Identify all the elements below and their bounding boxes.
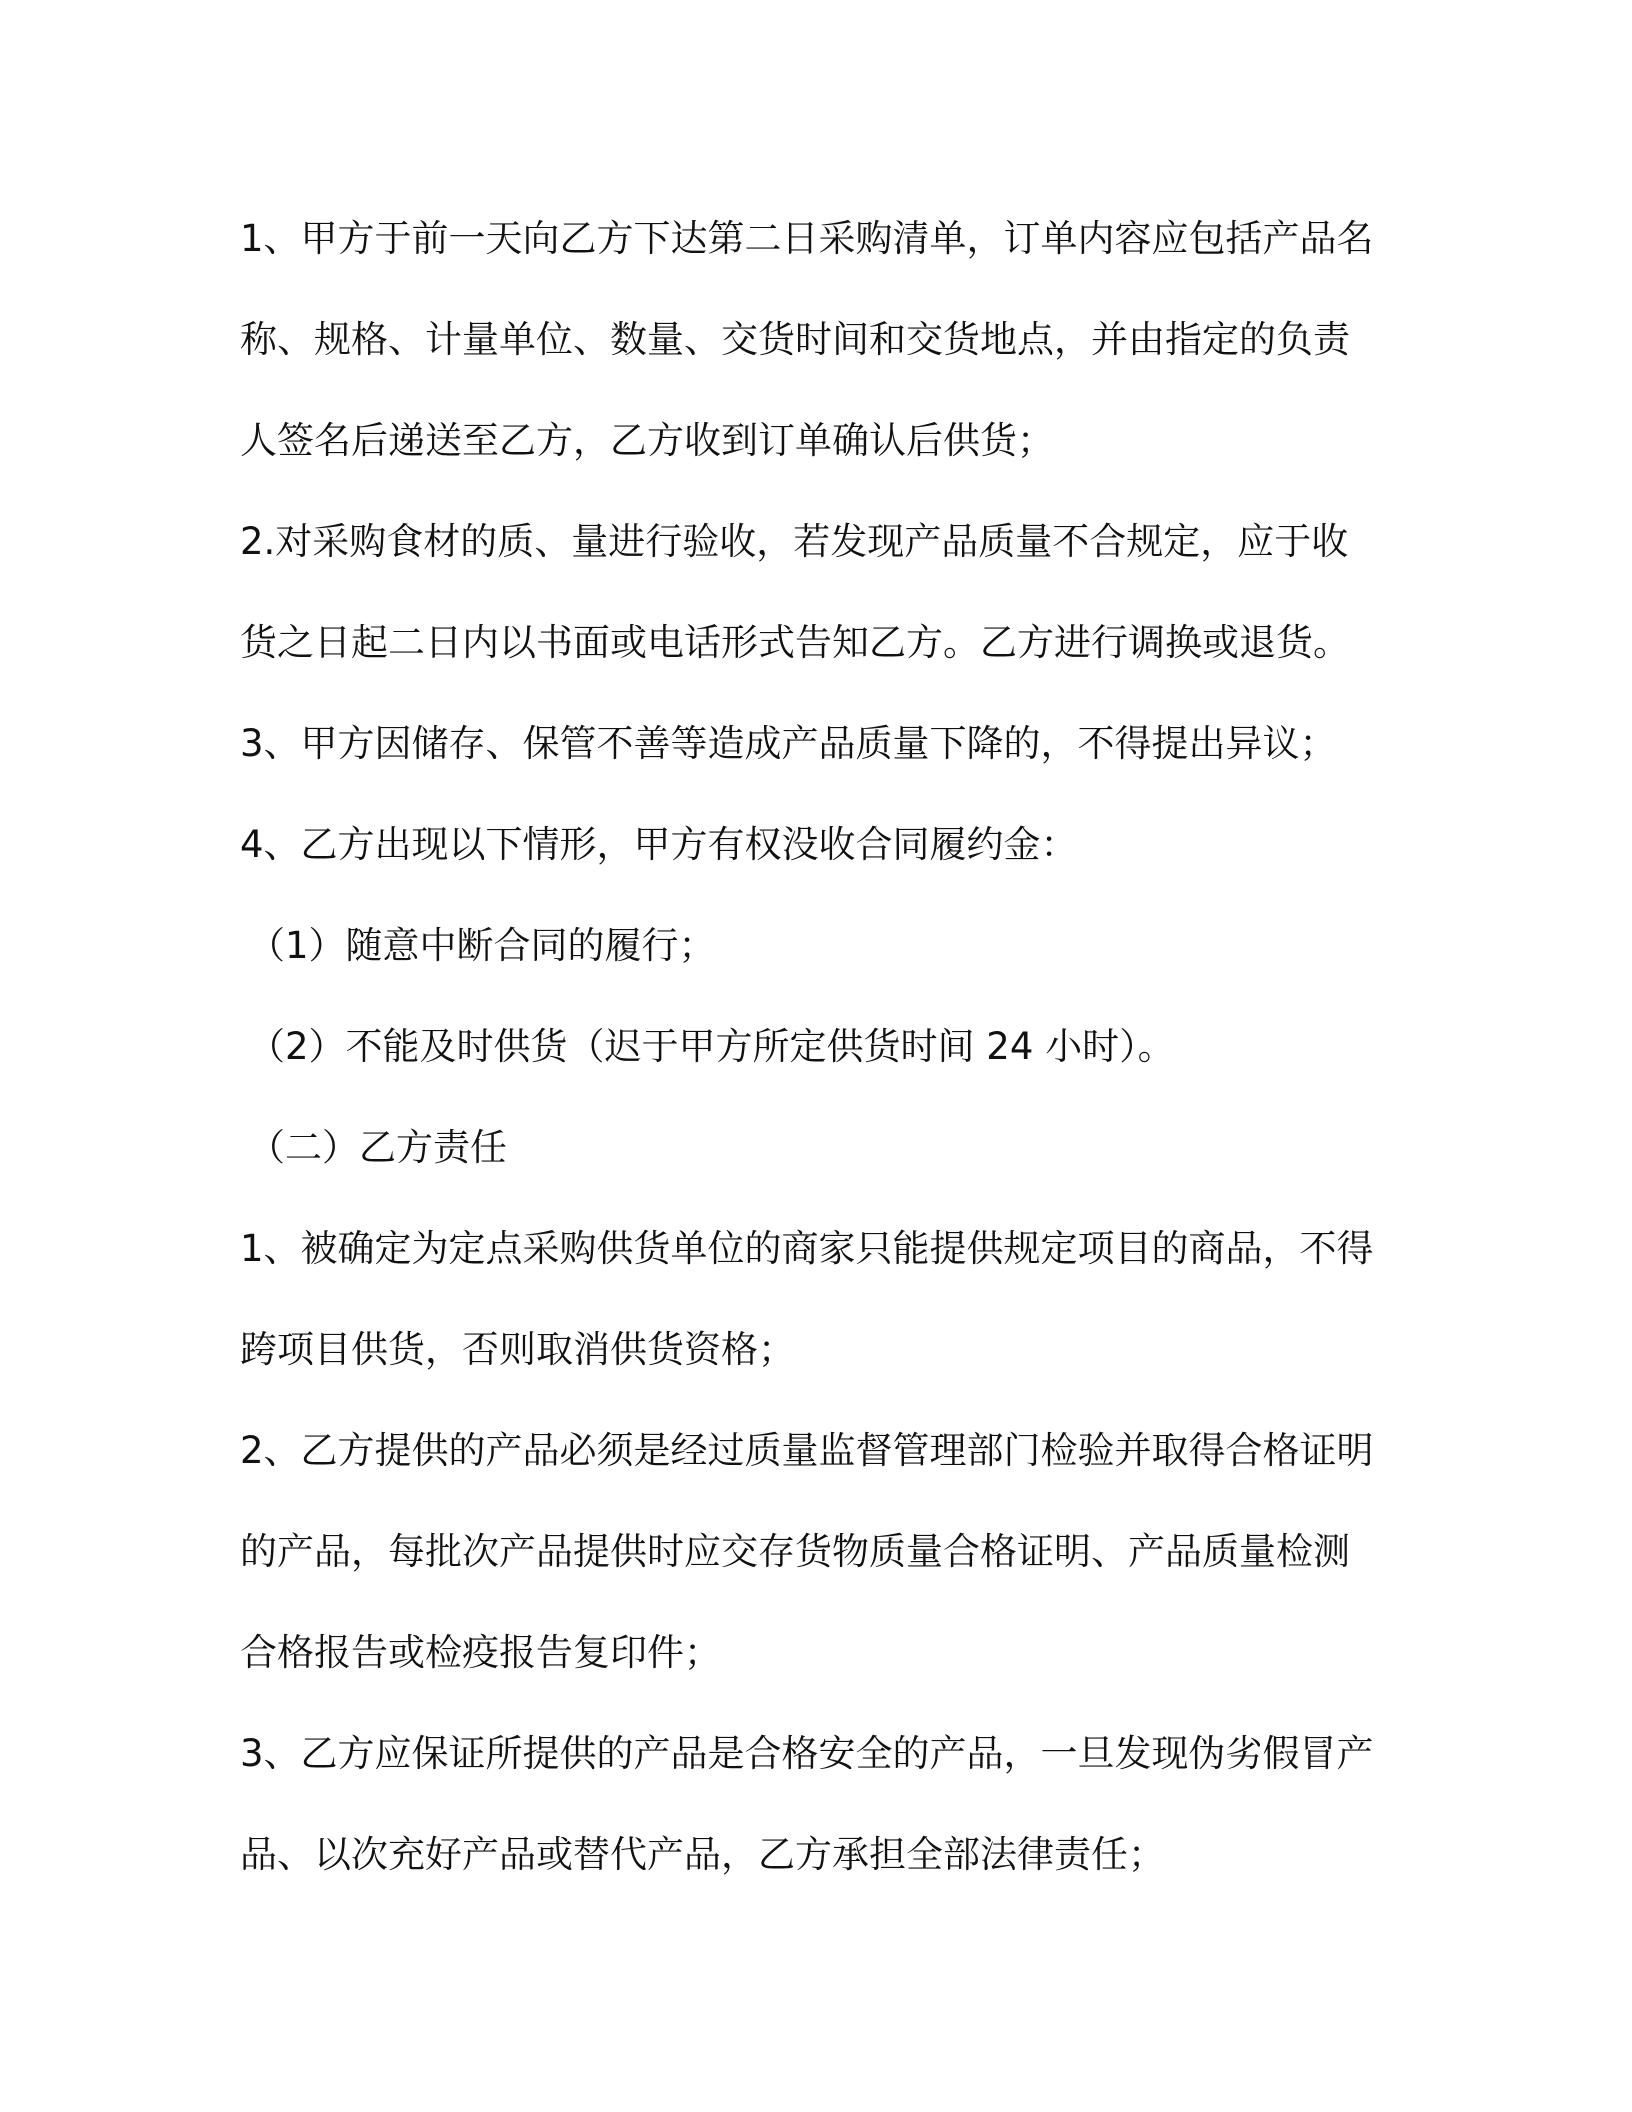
text-line: 2.对采购食材的质、量进行验收，若发现产品质量不合规定，应于收 <box>240 520 1349 563</box>
text-line: 的产品，每批次产品提供时应交存货物质量合格证明、产品质量检测 <box>240 1530 1350 1573</box>
text-line: （1）随意中断合同的履行； <box>248 924 716 967</box>
text-line: 跨项目供货，否则取消供货资格； <box>240 1328 795 1371</box>
text-line: 1、被确定为定点采购供货单位的商家只能提供规定项目的商品，不得 <box>240 1227 1374 1270</box>
text-line: 4、乙方出现以下情形，甲方有权没收合同履约金： <box>240 823 1078 866</box>
text-line: （2）不能及时供货（迟于甲方所定供货时间 24 小时）。 <box>248 1025 1175 1068</box>
text-line: 3、乙方应保证所提供的产品是合格安全的产品，一旦发现伪劣假冒产 <box>240 1732 1374 1775</box>
text-line: 2、乙方提供的产品必须是经过质量监督管理部门检验并取得合格证明 <box>240 1429 1374 1472</box>
text-line: 3、甲方因储存、保管不善等造成产品质量下降的，不得提出异议； <box>240 722 1337 765</box>
section-heading: （二）乙方责任 <box>248 1126 507 1169</box>
text-line: 1、甲方于前一天向乙方下达第二日采购清单，订单内容应包括产品名 <box>240 217 1374 260</box>
text-line: 人签名后递送至乙方，乙方收到订单确认后供货； <box>240 419 1054 462</box>
text-line: 合格报告或检疫报告复印件； <box>240 1631 721 1674</box>
contract-body-text <box>240 188 1390 1905</box>
text-line: 称、规格、计量单位、数量、交货时间和交货地点，并由指定的负责 <box>240 318 1350 361</box>
text-line: 货之日起二日内以书面或电话形式告知乙方。乙方进行调换或退货。 <box>240 621 1350 664</box>
text-line: 品、以次充好产品或替代产品，乙方承担全部法律责任； <box>240 1833 1165 1876</box>
